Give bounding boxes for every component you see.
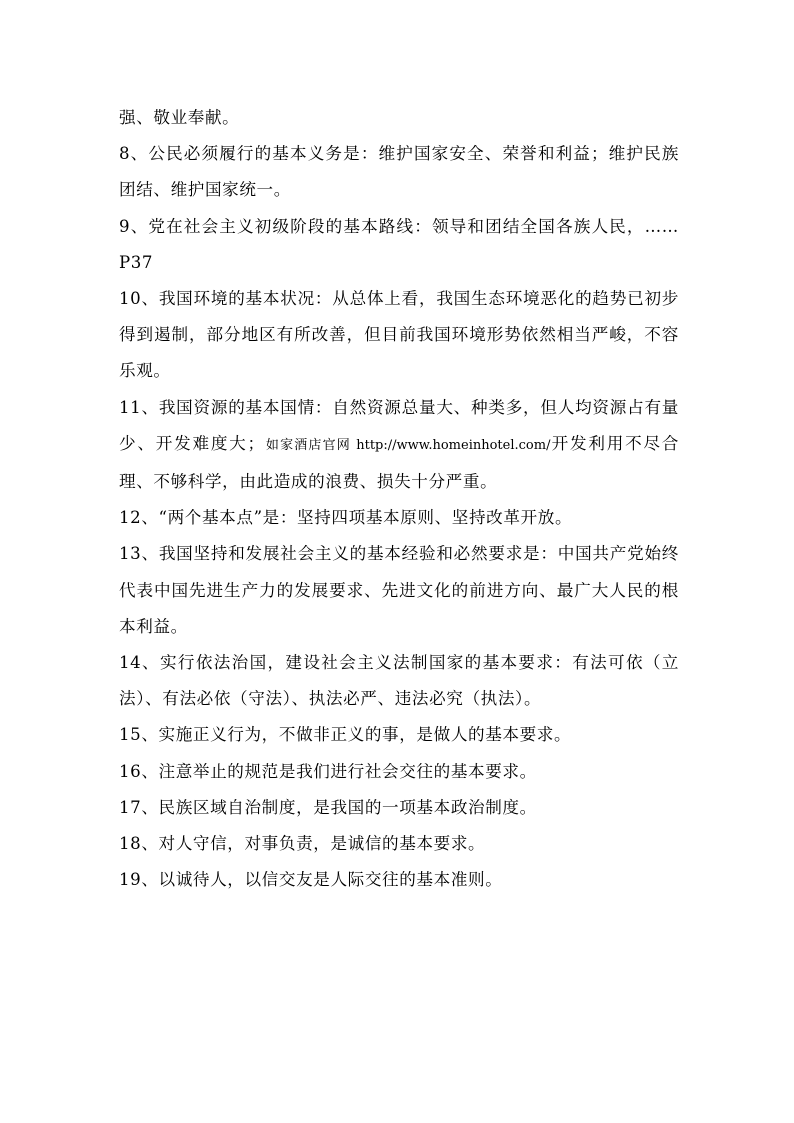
paragraph-11 xyxy=(119,390,679,501)
paragraph-number: 9 xyxy=(119,216,131,236)
paragraph-0 xyxy=(119,100,679,136)
paragraph-12 xyxy=(119,500,679,536)
paragraph-text: 、我国环境的基本状况：从总体上看，我国生态环境恶化的趋势已初步得到遏制，部分地区有所改善，但目前我国环境形势依然相当严峻，不容乐观。 xyxy=(119,289,679,381)
paragraph-19 xyxy=(119,862,679,898)
paragraph-14 xyxy=(119,645,679,717)
paragraph-number: 8 xyxy=(119,144,131,164)
paragraph-text: 、党在社会主义初级阶段的基本路线：领导和团结全国各族人民，……P37 xyxy=(119,216,679,272)
body-text xyxy=(119,100,679,898)
paragraph-number: 14 xyxy=(119,653,142,673)
paragraph-10 xyxy=(119,281,679,390)
paragraph-text: 、以诚待人，以信交友是人际交往的基本准则。 xyxy=(141,870,503,890)
paragraph-text: 、我国资源的基本国情：自然资源总量大、种类多，但人均资源占有量少、开发难度大； xyxy=(119,397,679,453)
paragraph-text: 、实施正义行为，不做非正义的事，是做人的基本要求。 xyxy=(141,725,572,745)
inline-link-text: 如家酒店官网 http://www.homeinhotel.com/ xyxy=(264,437,551,453)
paragraph-text: 、“两个基本点”是：坚持四项基本原则、坚持改革开放。 xyxy=(141,508,573,528)
paragraph-number: 12 xyxy=(119,508,142,528)
paragraph-tail-text: 开发利用不尽合理、不够科学，由此造成的浪费、损失十分严重。 xyxy=(119,433,679,492)
paragraph-number: 18 xyxy=(119,834,142,854)
paragraph-number: 11 xyxy=(119,397,142,417)
paragraph-text: 、注意举止的规范是我们进行社会交往的基本要求。 xyxy=(141,761,537,781)
paragraph-13 xyxy=(119,536,679,645)
paragraph-number: 10 xyxy=(119,289,142,309)
paragraph-text: 、我国坚持和发展社会主义的基本经验和必然要求是：中国共产党始终代表中国先进生产力的发展要求、先进文化的前进方向、最广大人民的根本利益。 xyxy=(119,544,679,636)
paragraph-15 xyxy=(119,717,679,753)
paragraph-number: 15 xyxy=(119,725,142,745)
paragraph-9 xyxy=(119,209,679,281)
paragraph-text: 强、敬业奉献。 xyxy=(119,108,240,127)
paragraph-18 xyxy=(119,826,679,862)
paragraph-text: 、公民必须履行的基本义务是：维护国家安全、荣誉和利益；维护民族团结、维护国家统一。 xyxy=(119,144,679,200)
paragraph-text: 、对人守信，对事负责，是诚信的基本要求。 xyxy=(141,834,486,854)
paragraph-16 xyxy=(119,754,679,790)
paragraph-text: 、民族区域自治制度，是我国的一项基本政治制度。 xyxy=(141,797,537,817)
paragraph-number: 17 xyxy=(119,797,142,817)
paragraph-number: 19 xyxy=(119,870,142,890)
paragraph-8 xyxy=(119,136,679,208)
paragraph-number: 13 xyxy=(119,544,142,564)
paragraph-17 xyxy=(119,790,679,826)
paragraph-text: 、实行依法治国，建设社会主义法制国家的基本要求：有法可依（立法）、有法必依（守法）、执法必严、违法必究（执法）。 xyxy=(119,653,679,709)
paragraph-number: 16 xyxy=(119,761,142,781)
